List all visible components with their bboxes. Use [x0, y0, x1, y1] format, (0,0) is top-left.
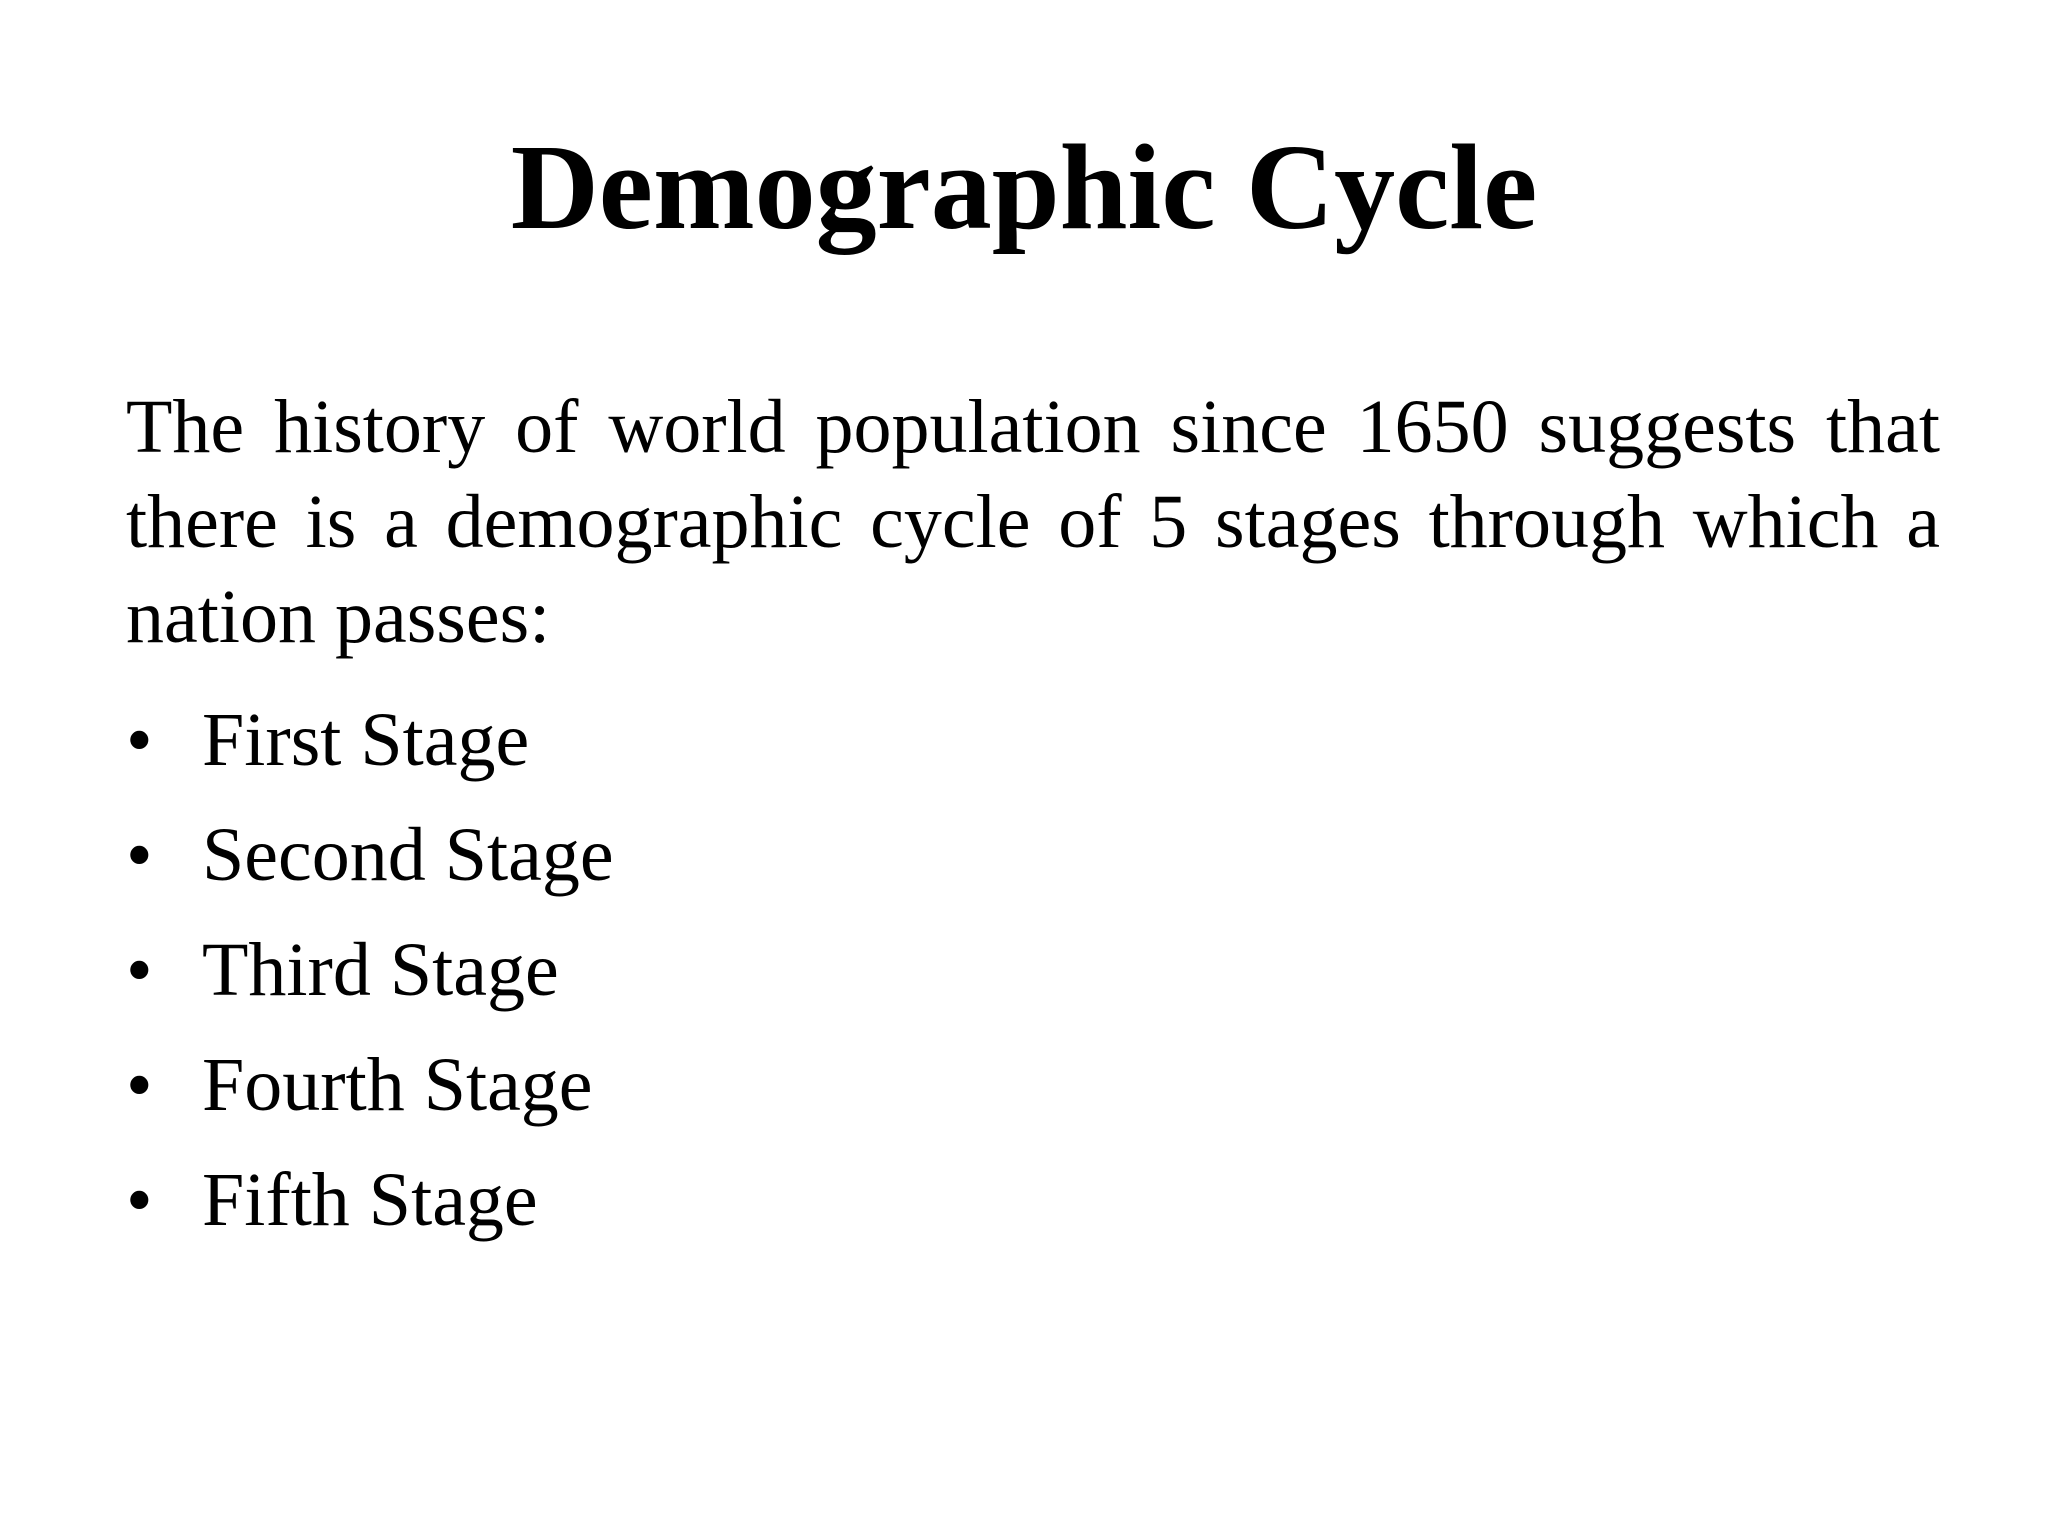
bullet-icon: •	[126, 928, 153, 1012]
stage-list-item	[126, 1028, 1940, 1143]
stage-label: Second Stage	[202, 813, 614, 897]
stage-list-item	[126, 1143, 1940, 1258]
slide-body	[126, 380, 1940, 1258]
stage-label: Fourth Stage	[202, 1043, 593, 1127]
bullet-icon: •	[126, 813, 153, 897]
intro-paragraph: The history of world population since 1650 suggests that there is a demographic cycle of 5 stages through which a nation passes:	[126, 385, 1940, 659]
stage-list-item	[126, 798, 1940, 913]
stage-label: Third Stage	[202, 928, 559, 1012]
slide-title: Demographic Cycle	[510, 120, 1538, 255]
stage-list	[126, 683, 1940, 1258]
stage-label: First Stage	[202, 698, 530, 782]
bullet-icon: •	[126, 698, 153, 782]
stage-list-item	[126, 913, 1940, 1028]
stage-list-item	[126, 683, 1940, 798]
bullet-icon: •	[126, 1043, 153, 1127]
stage-label: Fifth Stage	[202, 1158, 538, 1242]
bullet-icon: •	[126, 1158, 153, 1242]
